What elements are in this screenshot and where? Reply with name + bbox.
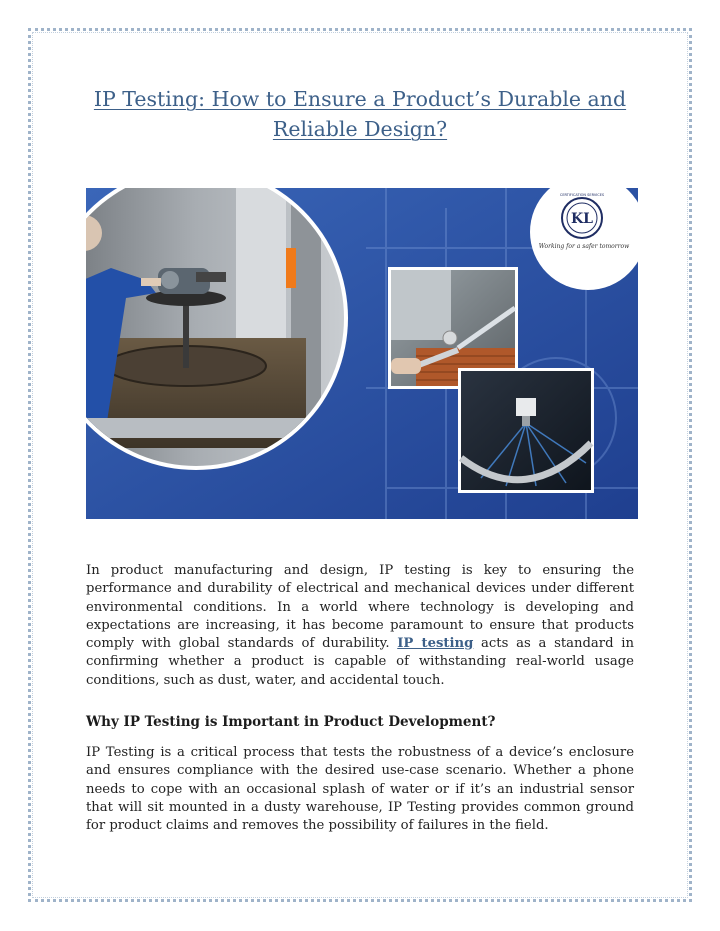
logo-tagline: Working for a safer tomorrow: [538, 243, 630, 250]
logo-letters: KL: [570, 211, 594, 227]
title-link[interactable]: IP Testing: How to Ensure a Product’s Durable and Reliable Design?: [93, 87, 627, 141]
intro-text-after: acts as a standard in confirming whether a product is capable of withstanding real-world usage conditions, such as dust, water, and accidental touch.: [86, 636, 634, 688]
hero-image: [86, 188, 638, 519]
section-heading: Why IP Testing is Important in Product Development?: [86, 714, 496, 730]
logo-ring-text: CERTIFICATION SERVICES: [559, 193, 605, 197]
intro-text-before: In product manufacturing and design, IP testing is key to ensuring the performance and durability of electrical and mechanical devices under different environmental conditions. In a world where technology is developing and expectations are increasing, it has become paramount to ensure that products comply with global standards of durability.: [86, 563, 634, 652]
section-body: IP Testing is a critical process that tests the robustness of a device’s enclosure and ensures compliance with the desired use-case scenario. Whether a phone needs to cope with an occasional splash of water or if it’s an industrial sensor that will sit mounted in a dusty warehouse, IP Testing provides common ground for product claims and removes the possibility of failures in the field.: [86, 745, 634, 834]
page-title[interactable]: [80, 84, 640, 144]
ip-testing-link[interactable]: IP testing: [397, 636, 474, 652]
intro-paragraph: [86, 562, 634, 690]
